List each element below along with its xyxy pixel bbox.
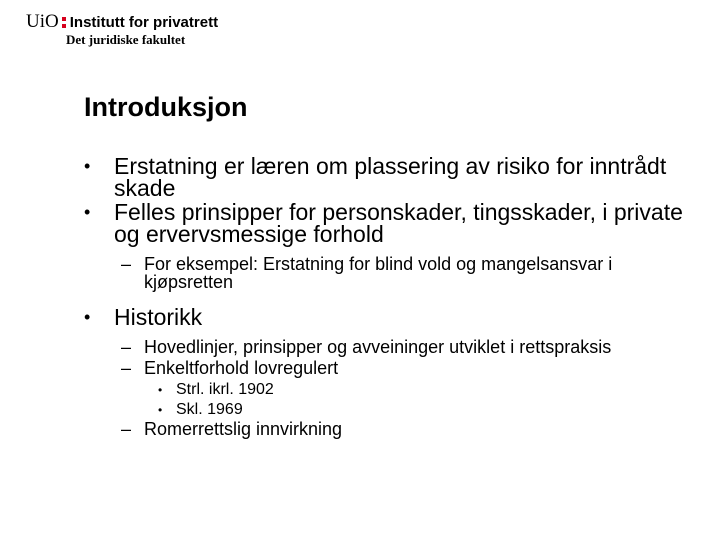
sub-bullet-text: Hovedlinjer, prinsipper og avveininger utviklet i rettspraksis: [144, 337, 612, 357]
sub-bullet-text: For eksempel: Erstatning for blind vold og mangelsansvar i kjøpsretten: [144, 254, 613, 292]
slide-title: Introduksjon: [84, 92, 248, 122]
sub-sub-bullet-item: [84, 400, 694, 420]
dash-mark: –: [121, 358, 132, 378]
institute-name: Institutt for privatrett: [69, 13, 219, 31]
logo-colon-icon: [62, 15, 66, 29]
dash-mark: –: [121, 254, 132, 274]
sub-bullet-item: [84, 255, 694, 291]
slide-body: [84, 155, 694, 441]
bullet-item: [84, 201, 694, 245]
bullet-text: Felles prinsipper for personskader, tingsskader, i private og ervervsmessige forhold: [114, 199, 683, 247]
sub-sub-bullet-item: [84, 380, 694, 400]
uio-logo: UiO: [26, 11, 59, 32]
sub-sub-bullet-text: Skl. 1969: [176, 401, 243, 418]
bullet-mark: •: [84, 202, 91, 222]
sub-bullet-item: [84, 420, 694, 438]
bullet-mark: •: [158, 383, 163, 397]
sub-bullet-text: Enkeltforhold lovregulert: [144, 358, 339, 378]
sub-bullet-item: [84, 338, 694, 356]
sub-bullet-text: Romerrettslig innvirkning: [144, 419, 343, 439]
dash-mark: –: [121, 337, 132, 357]
bullet-mark: •: [84, 307, 91, 327]
bullet-text: Historikk: [114, 304, 203, 330]
institution-header: [26, 12, 218, 48]
faculty-name: Det juridiske fakultet: [66, 32, 186, 47]
bullet-mark: •: [84, 156, 91, 176]
bullet-item: [84, 155, 694, 199]
sub-bullet-item: [84, 359, 694, 377]
dash-mark: –: [121, 419, 132, 439]
bullet-text: Erstatning er læren om plassering av risiko for inntrådt skade: [114, 153, 667, 201]
logo-row: [26, 12, 218, 32]
bullet-item: [84, 306, 694, 328]
bullet-mark: •: [158, 403, 163, 417]
sub-sub-bullet-text: Strl. ikrl. 1902: [176, 381, 274, 398]
